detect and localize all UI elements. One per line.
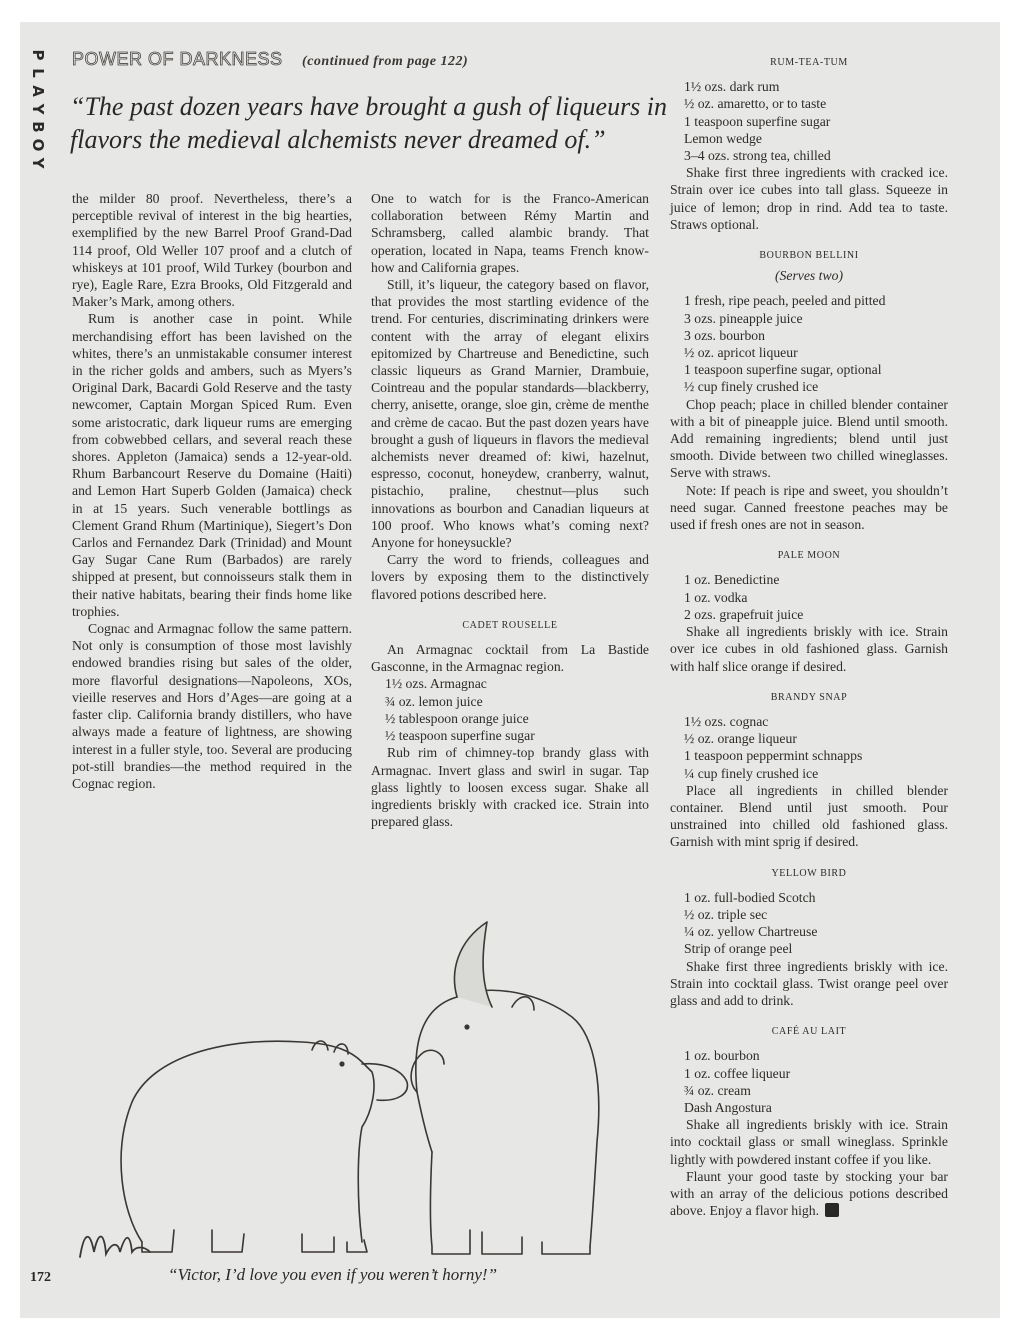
recipe-title: BOURBON BELLINI — [759, 250, 859, 262]
paragraph: Carry the word to friends, colleagues and lovers by exposing them to the distinctively flavored potions described here. — [371, 552, 649, 602]
column-1 — [72, 190, 352, 792]
ingredient: 2 ozs. grapefruit juice — [684, 606, 804, 622]
paragraph: One to watch for is the Franco-American collaboration between Rémy Martin and Schramsberg, called alambic brandy. That operation, located in Napa, teams French know-how and California grapes. — [371, 191, 649, 275]
pull-quote: “The past dozen years have brought a gush of liqueurs in flavors the medieval alchemists never dreamed of.” — [70, 92, 668, 154]
ingredient: ¼ oz. yellow Chartreuse — [684, 924, 818, 940]
ingredient: ½ oz. orange liqueur — [684, 731, 797, 747]
closing-text: Flaunt your good taste by stocking your bar with an array of the delicious potions described above. Enjoy a flavor high. — [670, 1168, 948, 1219]
ingredient: ½ tablespoon orange juice — [385, 710, 529, 726]
rhino-horn — [455, 922, 492, 1007]
paragraph: Cognac and Armagnac follow the same pattern. Not only is consumption of those most lavishly endowed brandies rising but sales of the older, more flavorful designations—Napoleons, XOs, vieille reserves and Hors d’Ages—are going at a faster clip. California brandy distillers, who have always made a feature of lightness, are showing interest in a fuller style, too. Several are producing pot-still brandies—the method required in the Cognac region. — [72, 621, 352, 791]
ingredient: ½ oz. apricot liqueur — [684, 345, 798, 361]
end-mark-icon — [825, 1203, 839, 1217]
column-2 — [371, 190, 649, 830]
recipe-method: Chop peach; place in chilled blender container with a bit of pineapple juice. Blend until smooth. Add remaining ingredients; blend until just smooth. Divide between two chilled wineglasses. Serve with straws. — [670, 396, 948, 481]
ingredient: Strip of orange peel — [684, 941, 793, 957]
recipe-note: Note: If peach is ripe and sweet, you shouldn’t need sugar. Canned freestone peaches may be used if fresh ones are not in season. — [670, 482, 948, 533]
recipe-title: CADET ROUSELLE — [462, 619, 558, 631]
recipe-title: BRANDY SNAP — [770, 691, 848, 703]
recipe-method: Shake all ingredients briskly with ice. Strain into cocktail glass or small wineglass. Sprinkle lightly with powdered instant coffee if you like. — [670, 1117, 948, 1167]
ingredient: 1 oz. Benedictine — [684, 572, 780, 588]
ingredient: ¼ cup finely crushed ice — [684, 765, 819, 781]
ingredient: 3 ozs. pineapple juice — [684, 310, 803, 326]
paragraph: Still, it’s liqueur, the category based on flavor, that provides the most startling evidence of the trend. For centuries, discriminating drinkers were content with the array of elegant elixirs epitomized by Chartreuse and Benedictine, such classic liqueurs as Grand Marnier, Drambuie, Cointreau and the popular standards—blackberry, cherry, anisette, orange, sloe gin, crème de menthe and crème de cacao. But the past dozen years have brought a gush of liqueurs in flavors the medieval alchemists never dreamed of: kiwi, hazelnut, espresso, coconut, honeydew, cranberry, walnut, pistachio, praline, chestnut—plus such innovations as bourbon and Canadian liqueurs at 100 proof. Who knows what’s coming next? Anyone for honeysuckle? — [371, 277, 649, 551]
recipe-title: YELLOW BIRD — [771, 867, 847, 879]
ingredient: ½ cup finely crushed ice — [684, 379, 819, 395]
masthead-letter: A — [29, 85, 47, 97]
hippo-body — [121, 1041, 374, 1242]
ingredient: 1 teaspoon peppermint schnapps — [684, 748, 863, 764]
recipe-method: Place all ingredients in chilled blender container. Blend until just smooth. Pour unstrained into chilled old fashioned glass. Garnish with mint sprig if desired. — [670, 782, 948, 850]
ingredient: Lemon wedge — [684, 130, 762, 146]
ingredient: 3–4 ozs. strong tea, chilled — [684, 148, 831, 164]
masthead — [27, 46, 49, 172]
rhino-chest — [417, 1092, 432, 1152]
recipe-serves: (Serves two) — [774, 268, 844, 284]
masthead-letter: B — [29, 121, 47, 133]
cartoon-caption: “Victor, I’d love you even if you weren’t horny!” — [168, 1265, 498, 1284]
ingredient: 1 oz. vodka — [684, 589, 748, 605]
ingredient: ¾ oz. cream — [684, 1082, 751, 1098]
ingredient: ½ oz. amaretto, or to taste — [684, 96, 827, 112]
ingredient: ¾ oz. lemon juice — [385, 693, 483, 709]
article-kicker: POWER OF DARKNESS — [72, 49, 283, 69]
continued-note: (continued from page 122) — [302, 54, 469, 69]
ingredient: ½ teaspoon superfine sugar — [385, 728, 535, 744]
page-number: 172 — [30, 1270, 51, 1285]
rhino-eye — [465, 1025, 469, 1029]
masthead-letter: L — [29, 68, 47, 78]
hippo-legs — [142, 1230, 367, 1252]
ingredient: 1 oz. bourbon — [684, 1048, 760, 1064]
ingredient: 1 oz. full-bodied Scotch — [684, 889, 816, 905]
article-header — [72, 49, 468, 70]
masthead-letter: P — [29, 49, 47, 61]
rhino-legs — [431, 1152, 591, 1254]
ingredient: 3 ozs. bourbon — [684, 327, 765, 343]
recipe-title: RUM-TEA-TUM — [770, 57, 848, 68]
paragraph: Rum is another case in point. While merchandising effort has been lavished on the whites, there’s an unmistakable consumer interest in the richer golds and ambers, such as Myers’s Original Dark, Bacardi Gold Reserve and the tasty newcomer, Captain Morgan Spiced Rum. Even some aristocratic, dark liqueur rums are emerging from cobwebbed cellars, and several reach these shores. Appleton (Jamaica) sends a 12-year-old. Rhum Barbancourt Reserve du Domaine (Haiti) and Lemon Hart Superb Golden (Jamaica) check in at 15 years. Such venerable bottlings as Clement Grand Rhum (Martinique), Siegert’s Don Carlos and Fernandez Dark (Trinidad) and Mount Gay Sugar Cane Rum (Barbados) are rarely shipped at present, but connoisseurs stalk them in their native habitats, bearing their finds home like trophies. — [72, 311, 352, 619]
hippo-eye — [340, 1062, 344, 1066]
ingredient: 1 oz. coffee liqueur — [684, 1065, 791, 1081]
recipe-title: PALE MOON — [777, 550, 841, 562]
magazine-page — [20, 22, 1000, 1318]
closing-paragraph — [670, 1168, 948, 1220]
ingredient: 1½ ozs. dark rum — [684, 79, 780, 95]
cartoon-illustration — [72, 912, 672, 1262]
recipe-method: Shake first three ingredients with cracked ice. Strain over ice cubes into tall glass. Squeeze in juice of lemon; drop in rind. Add tea to taste. Straws optional. — [670, 165, 948, 232]
ingredient: 1 teaspoon superfine sugar — [684, 113, 831, 129]
ingredient: 1½ ozs. Armagnac — [385, 676, 487, 692]
rhino-body — [416, 990, 599, 1247]
recipe-intro: An Armagnac cocktail from La Bastide Gasconne, in the Armagnac region. — [371, 642, 649, 675]
ingredient: Dash Angostura — [684, 1099, 772, 1115]
ingredient: 1 teaspoon superfine sugar, optional — [684, 362, 882, 378]
masthead-letter: Y — [29, 157, 47, 169]
recipe-title: CAFÉ AU LAIT — [771, 1026, 847, 1038]
recipe-method: Shake first three ingredients briskly with ice. Strain into cocktail glass. Twist orange peel over glass and add to drink. — [670, 958, 948, 1008]
masthead-letter: O — [29, 138, 47, 152]
paragraph: the milder 80 proof. Nevertheless, there’s a perceptible revival of interest in the big hearties, exemplified by the new Barrel Proof Grand-Dad 114 proof, Old Weller 107 proof and a clutch of whiskeys at 101 proof, Wild Turkey (bourbon and rye), Eagle Rare, Ezra Brooks, Old Fitzgerald and Maker’s Mark, among others. — [72, 191, 352, 310]
masthead-letter: Y — [29, 103, 47, 115]
recipe-method: Rub rim of chimney-top brandy glass with Armagnac. Invert glass and swirl in sugar. Tap glass lightly to loosen excess sugar. Shake all ingredients briskly with cracked ice. Strain into prepared glass. — [371, 745, 649, 830]
recipe-method: Shake all ingredients briskly with ice. Strain over ice cubes in old fashioned glass. Garnish with half slice orange if desired. — [670, 624, 948, 674]
ingredient: 1½ ozs. cognac — [684, 713, 769, 729]
column-3 — [670, 54, 948, 1219]
ingredient: 1 fresh, ripe peach, peeled and pitted — [684, 293, 886, 309]
rhino-ear — [512, 997, 534, 1010]
ingredient: ½ oz. triple sec — [684, 906, 768, 922]
